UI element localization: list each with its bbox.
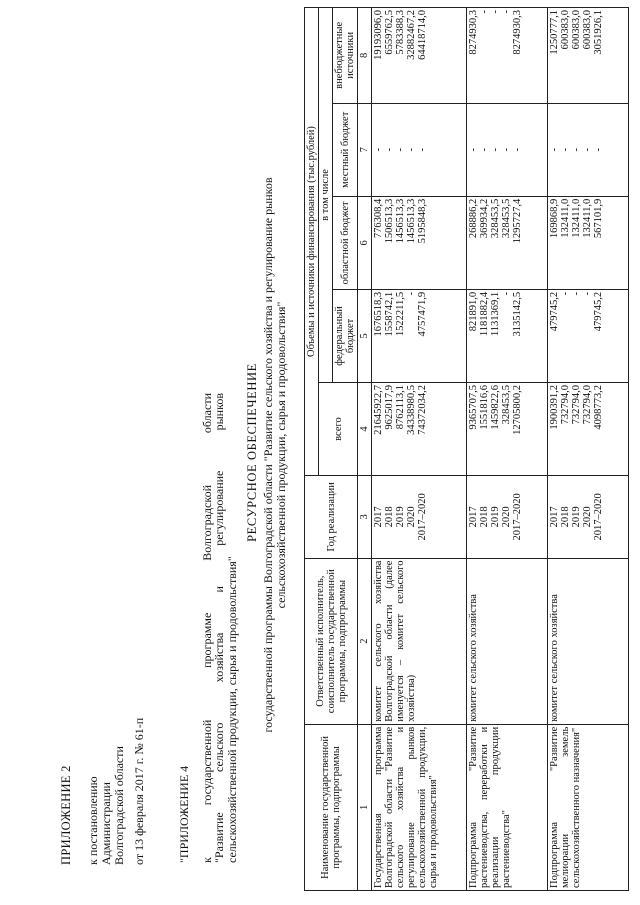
local-cell <box>372 103 467 196</box>
header-year: Год реализации <box>305 476 358 558</box>
year-value: 2017–2020 <box>512 493 523 541</box>
offbudget-value: 64418714,0 <box>417 10 428 60</box>
table-row <box>372 8 467 891</box>
header-executor: Ответственный исполнитель, соисполнитель государственной программы, подпрограммы <box>305 558 358 724</box>
offbudget-value: 5783388,3 <box>395 10 406 55</box>
federal-value: - <box>582 291 593 296</box>
appendix-4-line-1: к государственной программе Волгоградской области <box>199 393 214 863</box>
appendix-4-block <box>178 393 238 863</box>
column-number: 2 <box>358 558 372 724</box>
offbudget-value: 19193096,0 <box>373 10 384 60</box>
federal-cell <box>548 289 629 382</box>
column-number: 7 <box>358 103 372 196</box>
year-value: 2017–2020 <box>417 493 428 541</box>
header-volumes: Объемы и источники финансирования (тыс.рублей) <box>305 8 319 476</box>
regional-value: 169868,9 <box>549 198 560 239</box>
local-value: - <box>560 148 571 152</box>
header-name: Наименование государственной программы, подпрограммы <box>305 724 358 890</box>
column-number: 8 <box>358 8 372 104</box>
responsible-executor: комитет сельского хозяйства Волгоградской области (далее именуется – комитет сельского хозяйства) <box>372 558 467 724</box>
year-value: 2017 <box>468 506 479 528</box>
federal-value: 479745,2 <box>593 291 604 332</box>
year-value: 2017–2020 <box>593 493 604 541</box>
regional-value: 1456513,3 <box>395 198 406 244</box>
total-value: 34338980,5 <box>406 384 417 435</box>
offbudget-value: 6559762,5 <box>384 10 395 55</box>
offbudget-value: 32882467,2 <box>406 10 417 60</box>
regional-value: 1295727,4 <box>512 198 523 244</box>
subtitle-line-2: сельскохозяйственной продукции, сырья и продовольствия" <box>274 301 288 609</box>
responsible-executor: комитет сельского хозяйства <box>548 558 629 724</box>
total-value: 732794,0 <box>571 384 582 425</box>
total-cell <box>467 382 548 475</box>
local-value: - <box>571 148 582 152</box>
local-value: - <box>373 148 384 152</box>
appendix-4-label: "ПРИЛОЖЕНИЕ 4 <box>177 765 191 863</box>
offbudget-value: 1250777,1 <box>549 10 560 55</box>
regional-value: 1456513,3 <box>406 198 417 244</box>
region-line: Волгоградской области <box>112 746 126 865</box>
total-value: 74372034,2 <box>417 384 428 435</box>
total-cell <box>548 382 629 475</box>
federal-value: - <box>560 291 571 296</box>
program-name: Государственная программа Волгоградской области "Развитие сельского хозяйства и регулирование рынков сельскохозяйственной продукции, сырья и продовольствия" <box>372 724 467 890</box>
local-value: - <box>593 148 604 152</box>
regional-value: 268886,2 <box>468 198 479 239</box>
resolution-line: к постановлению <box>86 776 100 865</box>
header-including: в том числе <box>319 8 333 383</box>
regional-value: 5195848,3 <box>417 198 428 244</box>
regional-value: 132411,0 <box>571 198 582 238</box>
offbudget-cell <box>467 8 548 104</box>
year-cell <box>372 476 467 558</box>
offbudget-value: - <box>501 10 512 14</box>
header-offbudget: внебюджетные источники <box>333 8 358 104</box>
regional-value: 328453,5 <box>501 198 512 239</box>
total-value: 328453,5 <box>501 384 512 425</box>
year-value: 2019 <box>571 506 582 528</box>
federal-value: - <box>406 291 417 296</box>
offbudget-value: 8274930,3 <box>512 10 523 55</box>
local-value: - <box>395 148 406 152</box>
total-value: 12705800,2 <box>512 384 523 435</box>
document-title: РЕСУРСНОЕ ОБЕСПЕЧЕНИЕ <box>245 363 259 542</box>
column-number: 1 <box>358 724 372 890</box>
header-regional: областной бюджет <box>333 196 358 289</box>
federal-value: 3135142,5 <box>512 291 523 337</box>
total-value: 21645922,7 <box>373 384 384 435</box>
regional-value: 1506513,3 <box>384 198 395 244</box>
total-value: 732794,0 <box>582 384 593 425</box>
header-local: местный бюджет <box>333 103 358 196</box>
year-value: 2020 <box>501 506 512 528</box>
offbudget-value: 600383,0 <box>582 10 593 50</box>
year-value: 2017 <box>373 506 384 528</box>
local-cell <box>467 103 548 196</box>
federal-value: - <box>571 291 582 296</box>
local-value: - <box>384 148 395 152</box>
year-value: 2019 <box>490 506 501 528</box>
column-number: 3 <box>358 476 372 558</box>
offbudget-value: - <box>490 10 501 14</box>
total-value: 4098773,2 <box>593 384 604 430</box>
program-name: Подпрограмма "Развитие мелиорации земель сельскохозяйственного назначения" <box>548 724 629 890</box>
year-cell <box>467 476 548 558</box>
federal-value: 1522211,5 <box>395 291 406 337</box>
regional-value: 328453,5 <box>490 198 501 239</box>
local-value: - <box>549 148 560 152</box>
year-cell <box>548 476 629 558</box>
column-numbers-row <box>358 8 372 891</box>
offbudget-cell <box>372 8 467 104</box>
header-total: всего <box>319 382 358 475</box>
appendix-2-label: ПРИЛОЖЕНИЕ 2 <box>59 765 73 865</box>
resolution-date: от 13 февраля 2017 г. № 61-п <box>132 717 146 865</box>
year-value: 2020 <box>582 506 593 528</box>
local-value: - <box>501 148 512 152</box>
offbudget-cell <box>548 8 629 104</box>
federal-value: 1558742,1 <box>384 291 395 337</box>
table-row <box>467 8 548 891</box>
offbudget-value: 8274930,3 <box>468 10 479 55</box>
local-cell <box>548 103 629 196</box>
program-name: Подпрограмма "Развитие растениеводства, переработки и реализации продукции растениеводства" <box>467 724 548 890</box>
federal-value: 479745,2 <box>549 291 560 332</box>
total-value: 9625017,9 <box>384 384 395 430</box>
regional-value: 132411,0 <box>582 198 593 238</box>
local-value: - <box>479 148 490 152</box>
column-number: 4 <box>358 382 372 475</box>
year-value: 2018 <box>384 506 395 528</box>
total-value: 1459822,6 <box>490 384 501 430</box>
year-value: 2019 <box>395 506 406 528</box>
header-federal: федеральный бюджет <box>333 289 358 382</box>
regional-cell <box>372 196 467 289</box>
total-value: 732794,0 <box>560 384 571 425</box>
year-value: 2018 <box>560 506 571 528</box>
local-value: - <box>406 148 417 152</box>
federal-value: 1181882,4 <box>479 291 490 337</box>
local-value: - <box>582 148 593 152</box>
offbudget-value: 600383,0 <box>560 10 571 50</box>
total-value: 1900391,2 <box>549 384 560 430</box>
regional-value: 132411,0 <box>560 198 571 238</box>
table-body <box>372 8 629 891</box>
administration-line: Администрации <box>99 782 113 865</box>
local-value: - <box>468 148 479 152</box>
federal-value: 1676518,3 <box>373 291 384 337</box>
total-value: 1551816,6 <box>479 384 490 430</box>
regional-cell <box>467 196 548 289</box>
local-value: - <box>512 148 523 152</box>
offbudget-value: - <box>479 10 490 14</box>
regional-cell <box>548 196 629 289</box>
regional-value: 567101,9 <box>593 198 604 239</box>
subtitle-line-1: государственной программы Волгоградской области "Развитие сельского хозяйства и регулирование рынков <box>261 177 275 733</box>
resource-table <box>304 7 629 891</box>
year-value: 2020 <box>406 506 417 528</box>
appendix-4-line-2: "Развитие сельского хозяйства и регулирование рынков <box>212 393 226 863</box>
total-cell <box>372 382 467 475</box>
offbudget-value: 600383,0 <box>571 10 582 50</box>
total-value: 9365707,5 <box>468 384 479 430</box>
offbudget-value: 3051926,1 <box>593 10 604 55</box>
federal-value: 821891,0 <box>468 291 479 332</box>
column-number: 6 <box>358 196 372 289</box>
table-row <box>548 8 629 891</box>
column-number: 5 <box>358 289 372 382</box>
local-value: - <box>417 148 428 152</box>
approval-header <box>60 718 146 865</box>
federal-cell <box>467 289 548 382</box>
regional-value: 369934,2 <box>479 198 490 239</box>
federal-value: - <box>501 291 512 296</box>
federal-value: 4757471,9 <box>417 291 428 337</box>
year-value: 2017 <box>549 506 560 528</box>
responsible-executor: комитет сельского хозяйства <box>467 558 548 724</box>
local-value: - <box>490 148 501 152</box>
appendix-4-line-3: сельскохозяйственной продукции, сырья и продовольствия" <box>224 556 239 863</box>
regional-value: 776308,4 <box>373 198 384 239</box>
federal-value: 1131369,1 <box>490 291 501 337</box>
document-subtitle <box>262 65 288 845</box>
total-value: 8762113,1 <box>395 384 406 430</box>
federal-cell <box>372 289 467 382</box>
year-value: 2018 <box>479 506 490 528</box>
